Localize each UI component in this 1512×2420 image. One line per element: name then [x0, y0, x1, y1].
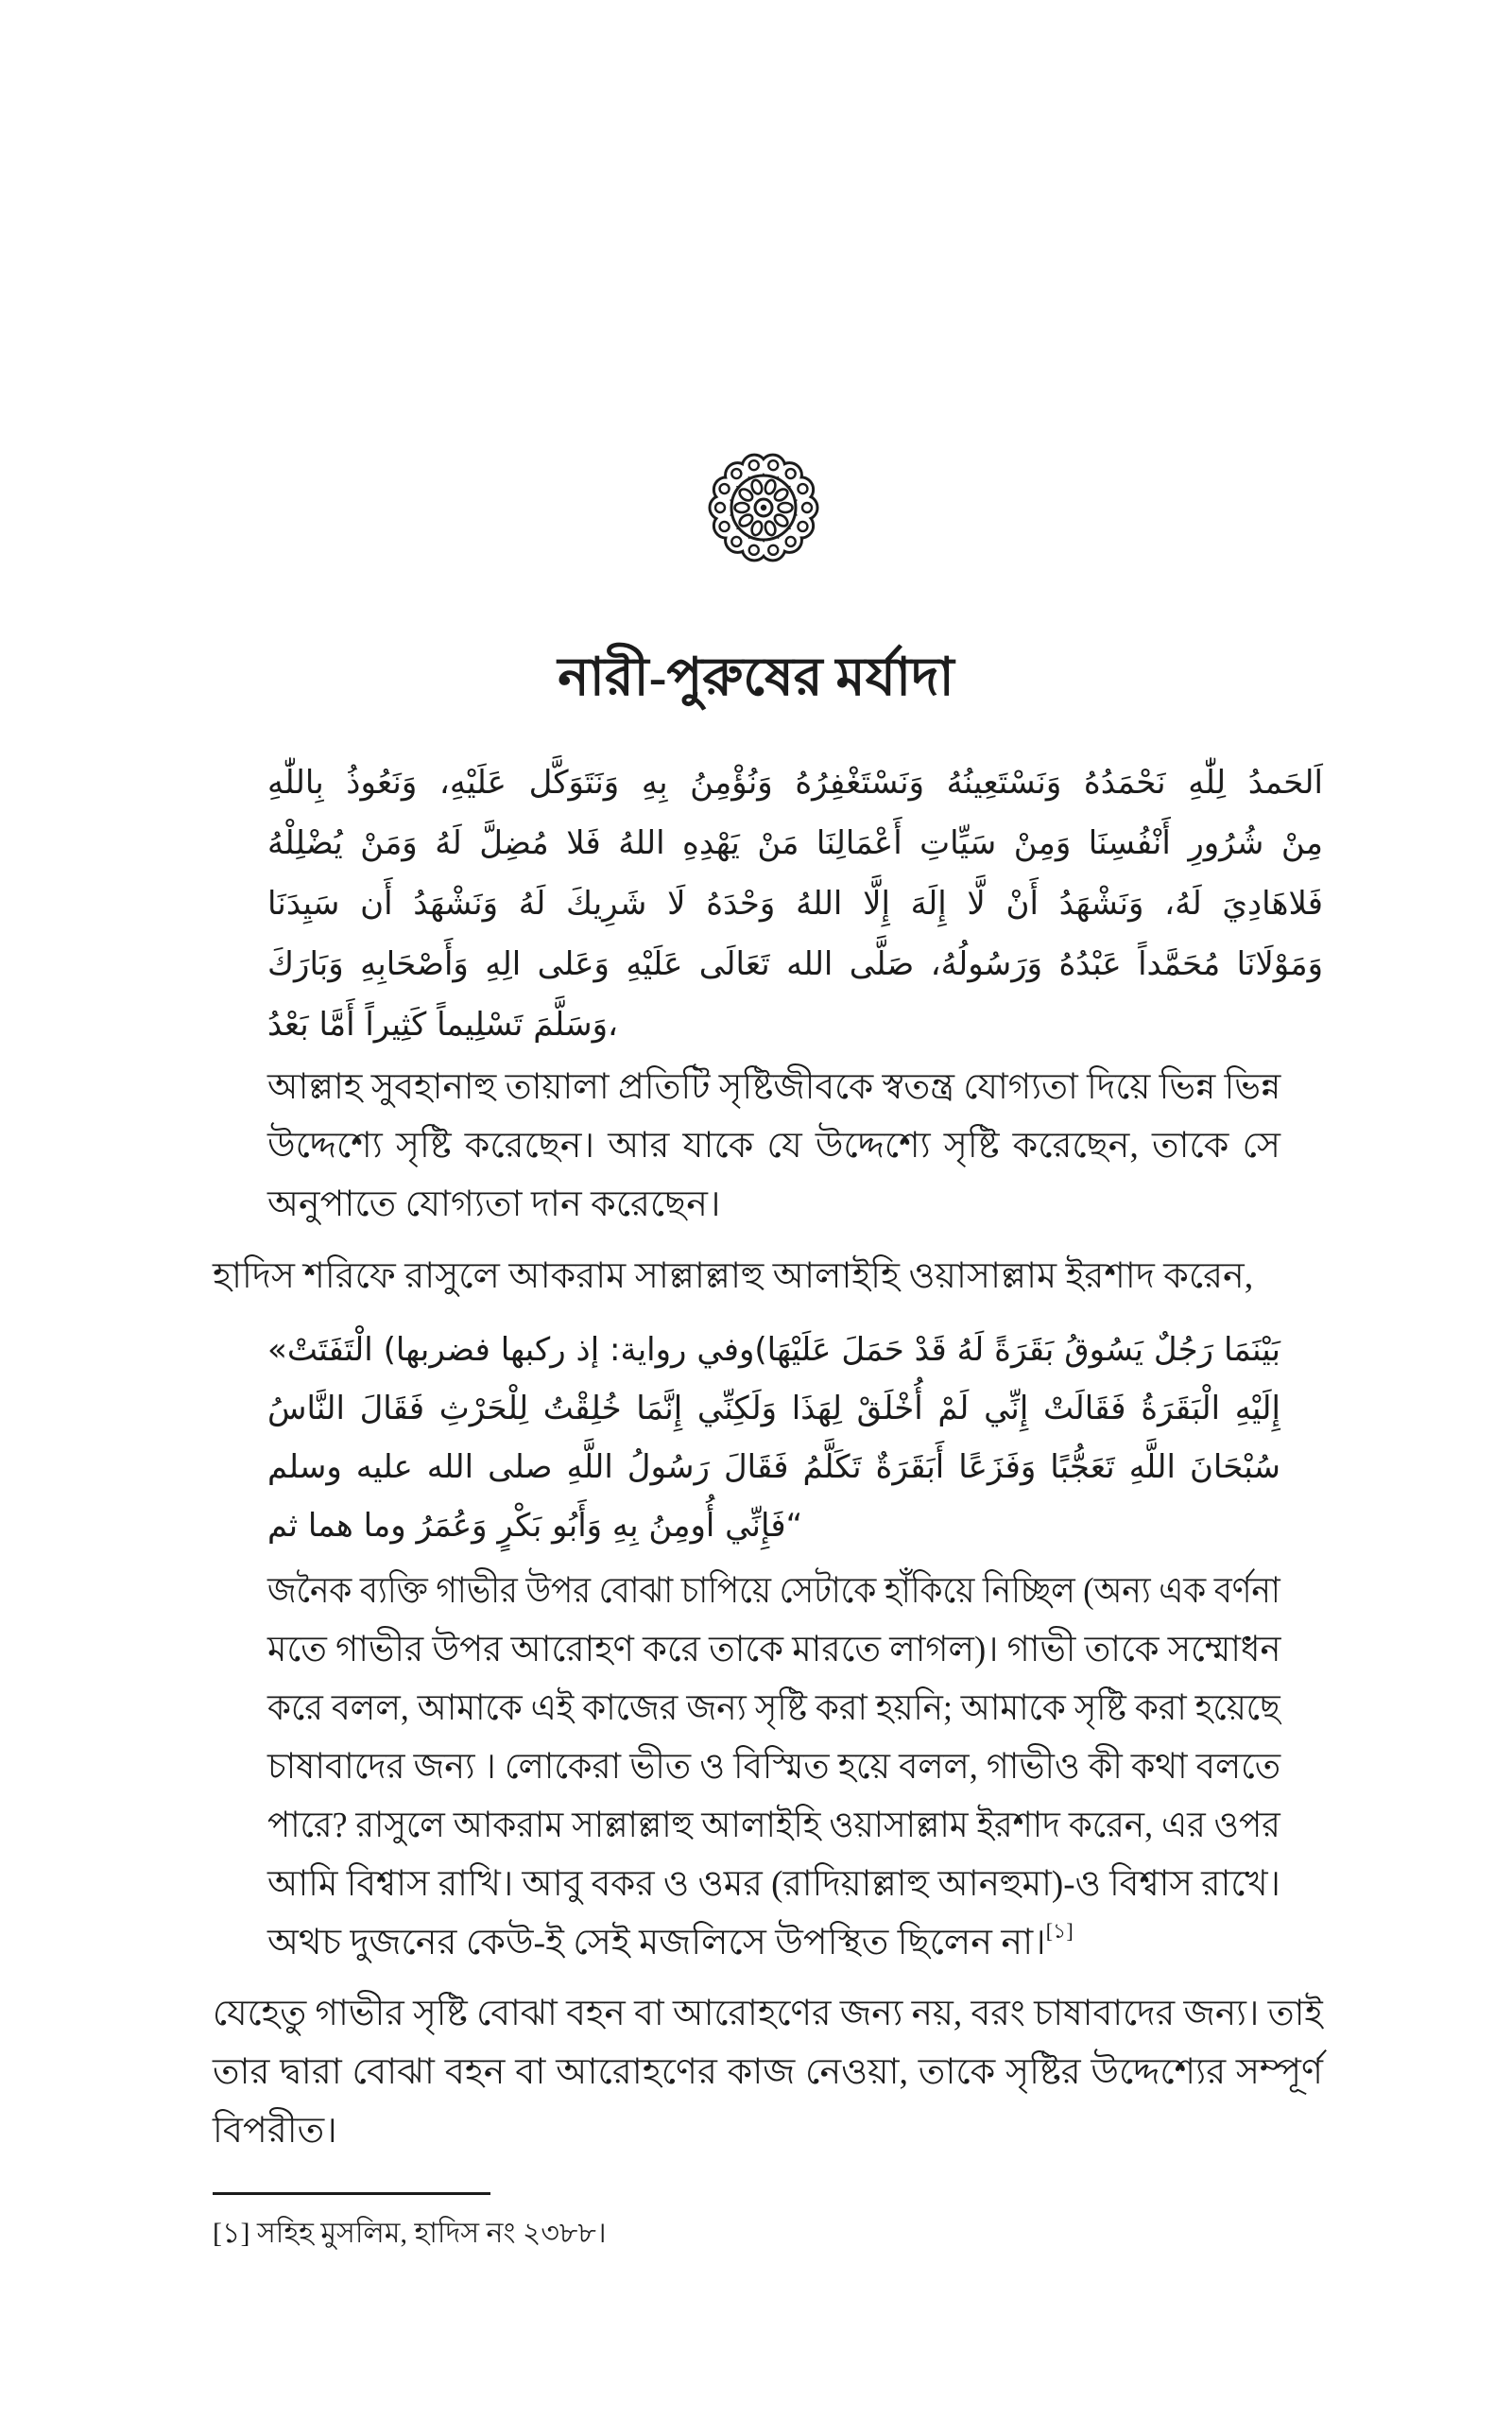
ornament-inner-petal — [779, 503, 793, 512]
rosette-ornament-graphic — [705, 449, 822, 566]
arabic-line: فَلاهَادِيَ لَهُ، وَنَشْهَدُ أَنْ لَّا إِلَهَ إِلَّا اللهُ وَحْدَهُ لَا شَرِيكَ لَهُ وَنَشْهَدُ أَن سَيِدَنَا — [267, 885, 1323, 923]
chapter-title: নারী-পুরুষের মর্যাদা — [558, 648, 954, 707]
hadith-translation — [267, 1562, 1280, 1977]
arabic-line: سُبْحَانَ اللَّهِ تَعَجُّبًا وَفَزَعًا أَبَقَرَةٌ تَكَلَّمُ فَقَالَ رَسُولُ اللَّهِ صلى الله عليه وسلم — [267, 1448, 1280, 1486]
arabic-line: مِنْ شُرُورِ أَنْفُسِنَا وَمِنْ سَيِّاتِ أَعْمَالِنَا مَنْ يَهْدِهِ اللهُ فَلا مُضِلَّ لَهُ وَمَنْ يُضْلِلْهُ — [267, 824, 1323, 862]
arabic-opening-prayer — [267, 752, 1323, 1055]
paragraph-line — [267, 1913, 1280, 1977]
paragraph-line: মতে গাভীর উপর আরোহণ করে তাকে মারতে লাগল)। গাভী তাকে সম্মোধন — [267, 1630, 1281, 1669]
arabic-line: فَإِنِّي أُومِنُ بِهِ وَأَبُو بَكْرٍ وَعُمَرُ وما هما ثم“ — [267, 1507, 803, 1545]
footnote-text: [১] সহিহ মুসলিম, হাদিস নং ২৩৮৮। — [213, 2218, 607, 2249]
paragraph-line: করে বলল, আমাকে এই কাজের জন্য সৃষ্টি করা হয়নি; আমাকে সৃষ্টি করা হয়েছে — [267, 1688, 1280, 1728]
ornament-center-dot — [761, 505, 766, 510]
paragraph-line: পারে? রাসুলে আকরাম সাল্লাল্লাহু আলাইহি ওয়াসাল্লাম ইরশাদ করেন, এর ওপর — [267, 1806, 1280, 1845]
hadith-intro-line: হাদিস শরিফে রাসুলে আকরাম সাল্লাল্লাহু আলাইহি ওয়াসাল্লাম ইরশাদ করেন, — [213, 1256, 1254, 1296]
hadith-intro-paragraph — [213, 1247, 1323, 1305]
arabic-line: وَمَوْلَانَا مُحَمَّداً عَبْدُهُ وَرَسُولُهُ، صَلَّى الله تَعَالَى عَلَيْهِ وَعَلى الِهِ وَأَصْحَابِهِ وَبَارَكَ — [267, 945, 1323, 983]
paragraph-line: চাষাবাদের জন্য । লোকেরা ভীত ও বিস্মিত হয়ে বলল, গাভীও কী কথা বলতে — [267, 1747, 1281, 1787]
hadith-arabic-text — [267, 1321, 1280, 1555]
paragraph-line: উদ্দেশ্যে সৃষ্টি করেছেন। আর যাকে যে উদ্দেশ্যে সৃষ্টি করেছেন, তাকে সে — [267, 1126, 1280, 1166]
arabic-line: «بَيْنَمَا رَجُلٌ يَسُوقُ بَقَرَةً لَهُ قَدْ حَمَلَ عَلَيْهَا)وفي رواية: إذ ركبها فضربها) الْتَفَتَتْ — [267, 1331, 1280, 1369]
rosette-ornament-icon — [705, 449, 822, 566]
paragraph-line: আমি বিশ্বাস রাখি। আবু বকর ও ওমর (রাদিয়াল্লাহু আনহুমা)-ও বিশ্বাস রাখে। — [267, 1864, 1280, 1904]
paragraph-line: অনুপাতে যোগ্যতা দান করেছেন। — [267, 1184, 721, 1224]
arabic-line: وَسَلَّمَ تَسْلِيماً كَثِيراً أَمَّا بَعْدُ، — [267, 1006, 618, 1044]
paragraph-line: তার দ্বারা বোঝা বহন বা আরোহণের কাজ নেওয়া, তাকে সৃষ্টির উদ্দেশ্যের সম্পূর্ণ — [213, 2052, 1323, 2092]
paragraph-line: জনৈক ব্যক্তি গাভীর উপর বোঝা চাপিয়ে সেটাকে হাঁকিয়ে নিচ্ছিল (অন্য এক বর্ণনা — [267, 1571, 1280, 1611]
footnote-reference[interactable]: [১] — [1045, 1919, 1074, 1944]
paragraph-line: বিপরীত। — [213, 2111, 337, 2151]
ornament-inner-petal — [735, 503, 749, 512]
intro-paragraph — [267, 1058, 1280, 1234]
arabic-line: إِلَيْهِ الْبَقَرَةُ فَقَالَتْ إِنِّي لَمْ أُخْلَقْ لِهَذَا وَلَكِنِّي إِنَّمَا خُلِقْتُ لِلْحَرْثِ فَقَالَ النَّاسُ — [267, 1390, 1280, 1427]
arabic-line: اَلحَمدُ لِلّٰهِ نَحْمَدُهُ وَنَسْتَعِينُهُ وَنَسْتَغْفِرُهُ وَنُؤْمِنُ بِهِ وَنَتَوَكَّل عَلَيْهِ، وَنَعُوذُ بِاللّٰهِ — [267, 764, 1323, 802]
conclusion-paragraph — [213, 1984, 1323, 2160]
paragraph-line-text: অথচ দুজনের কেউ-ই সেই মজলিসে উপস্থিত ছিলেন না। — [267, 1923, 1046, 1962]
paragraph-line: যেহেতু গাভীর সৃষ্টি বোঝা বহন বা আরোহণের জন্য নয়, বরং চাষাবাদের জন্য। তাই — [213, 1994, 1323, 2033]
footnote — [213, 2213, 1323, 2255]
footnote-divider — [213, 2192, 490, 2195]
paragraph-line: আল্লাহ সুবহানাহু তায়ালা প্রতিটি সৃষ্টিজীবকে স্বতন্ত্র যোগ্যতা দিয়ে ভিন্ন ভিন্ন — [267, 1067, 1281, 1107]
